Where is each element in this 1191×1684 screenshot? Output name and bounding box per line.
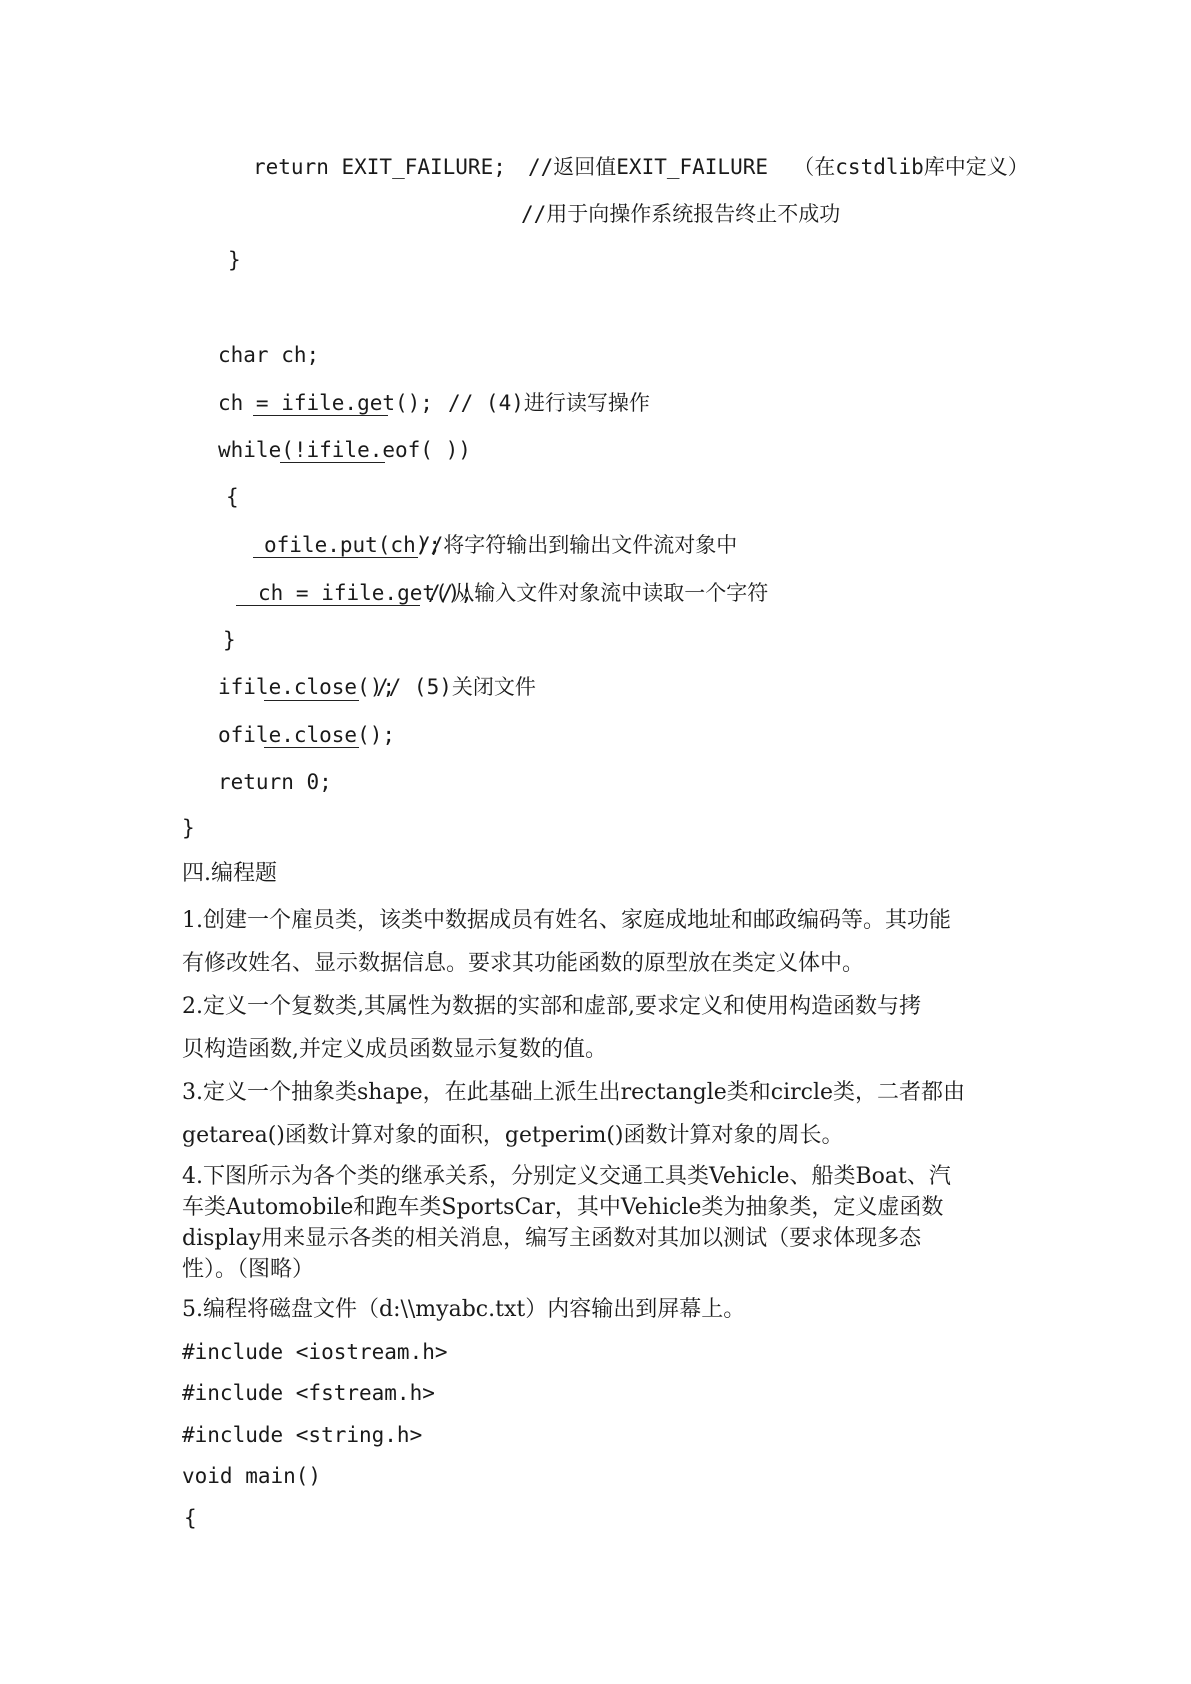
code-line-get: ch = ifile.get(); [258,581,473,605]
code-line-ofile-close: ofile.close(); [218,723,396,747]
question-4-line-4: 性）。（图略） [182,1257,315,1282]
code-brace-close: } [182,816,195,840]
question-4-line-2: 车类Automobile和跑车类SportsCar，其中Vehicle类为抽象类，定义虚函数 [182,1195,944,1220]
section-heading: 四.编程题 [182,861,277,886]
code-comment-report: //用于向操作系统报告终止不成功 [521,202,841,226]
question-3-line-2: getarea()函数计算对象的面积，getperim()函数计算对象的周长。 [182,1123,844,1148]
code-line-return-zero: return 0; [218,770,332,794]
code-line-char-ch: char ch; [218,343,320,367]
answer-underline [236,605,420,606]
question-2-line-2: 贝构造函数,并定义成员函数显示复数的值。 [182,1037,607,1062]
code-comment-read-write: // (4)进行读写操作 [448,391,650,415]
question-1-line-2: 有修改姓名、显示数据信息。要求其功能函数的原型放在类定义体中。 [182,951,865,976]
question-2-line-1: 2.定义一个复数类,其属性为数据的实部和虚部,要求定义和使用构造函数与拷 [182,994,921,1019]
code-brace-open: { [226,485,239,509]
code-void-main: void main() [182,1464,322,1488]
code-comment-exit-failure: //返回值EXIT_FAILURE （在cstdlib库中定义） [528,155,1029,179]
code-line-ch-get: ch = ifile.get(); [218,391,433,415]
answer-underline [253,557,418,558]
answer-underline [280,462,385,463]
answer-underline [264,700,359,701]
code-comment-put: //将字符输出到输出文件流对象中 [418,533,738,557]
question-4-line-3: display用来显示各类的相关消息，编写主函数对其加以测试（要求体现多态 [182,1226,922,1251]
code-include-string: #include <string.h> [182,1423,423,1447]
code-brace-close: } [228,248,241,272]
answer-underline [253,415,388,416]
code-comment-get: //从输入文件对象流中读取一个字符 [428,581,769,605]
answer-underline [264,747,359,748]
code-include-fstream: #include <fstream.h> [182,1381,435,1405]
code-include-iostream: #include <iostream.h> [182,1340,448,1364]
question-4-line-1: 4.下图所示为各个类的继承关系，分别定义交通工具类Vehicle、船类Boat、汽 [182,1164,951,1189]
code-brace-open: { [184,1506,197,1530]
code-line-return-failure: return EXIT_FAILURE; [253,155,506,179]
code-line-ifile-close: ifile.close(); [218,675,396,699]
code-line-while: while(!ifile.eof( )) [218,438,471,462]
question-1-line-1: 1.创建一个雇员类，该类中数据成员有姓名、家庭成地址和邮政编码等。其功能 [182,908,951,933]
code-brace-close: } [223,628,236,652]
code-comment-close: // (5)关闭文件 [376,675,536,699]
code-line-put: ofile.put(ch); [264,533,442,557]
question-3-line-1: 3.定义一个抽象类shape，在此基础上派生出rectangle类和circle类，二者都由 [182,1080,966,1105]
question-5: 5.编程将磁盘文件（d:\\myabc.txt）内容输出到屏幕上。 [182,1297,746,1322]
